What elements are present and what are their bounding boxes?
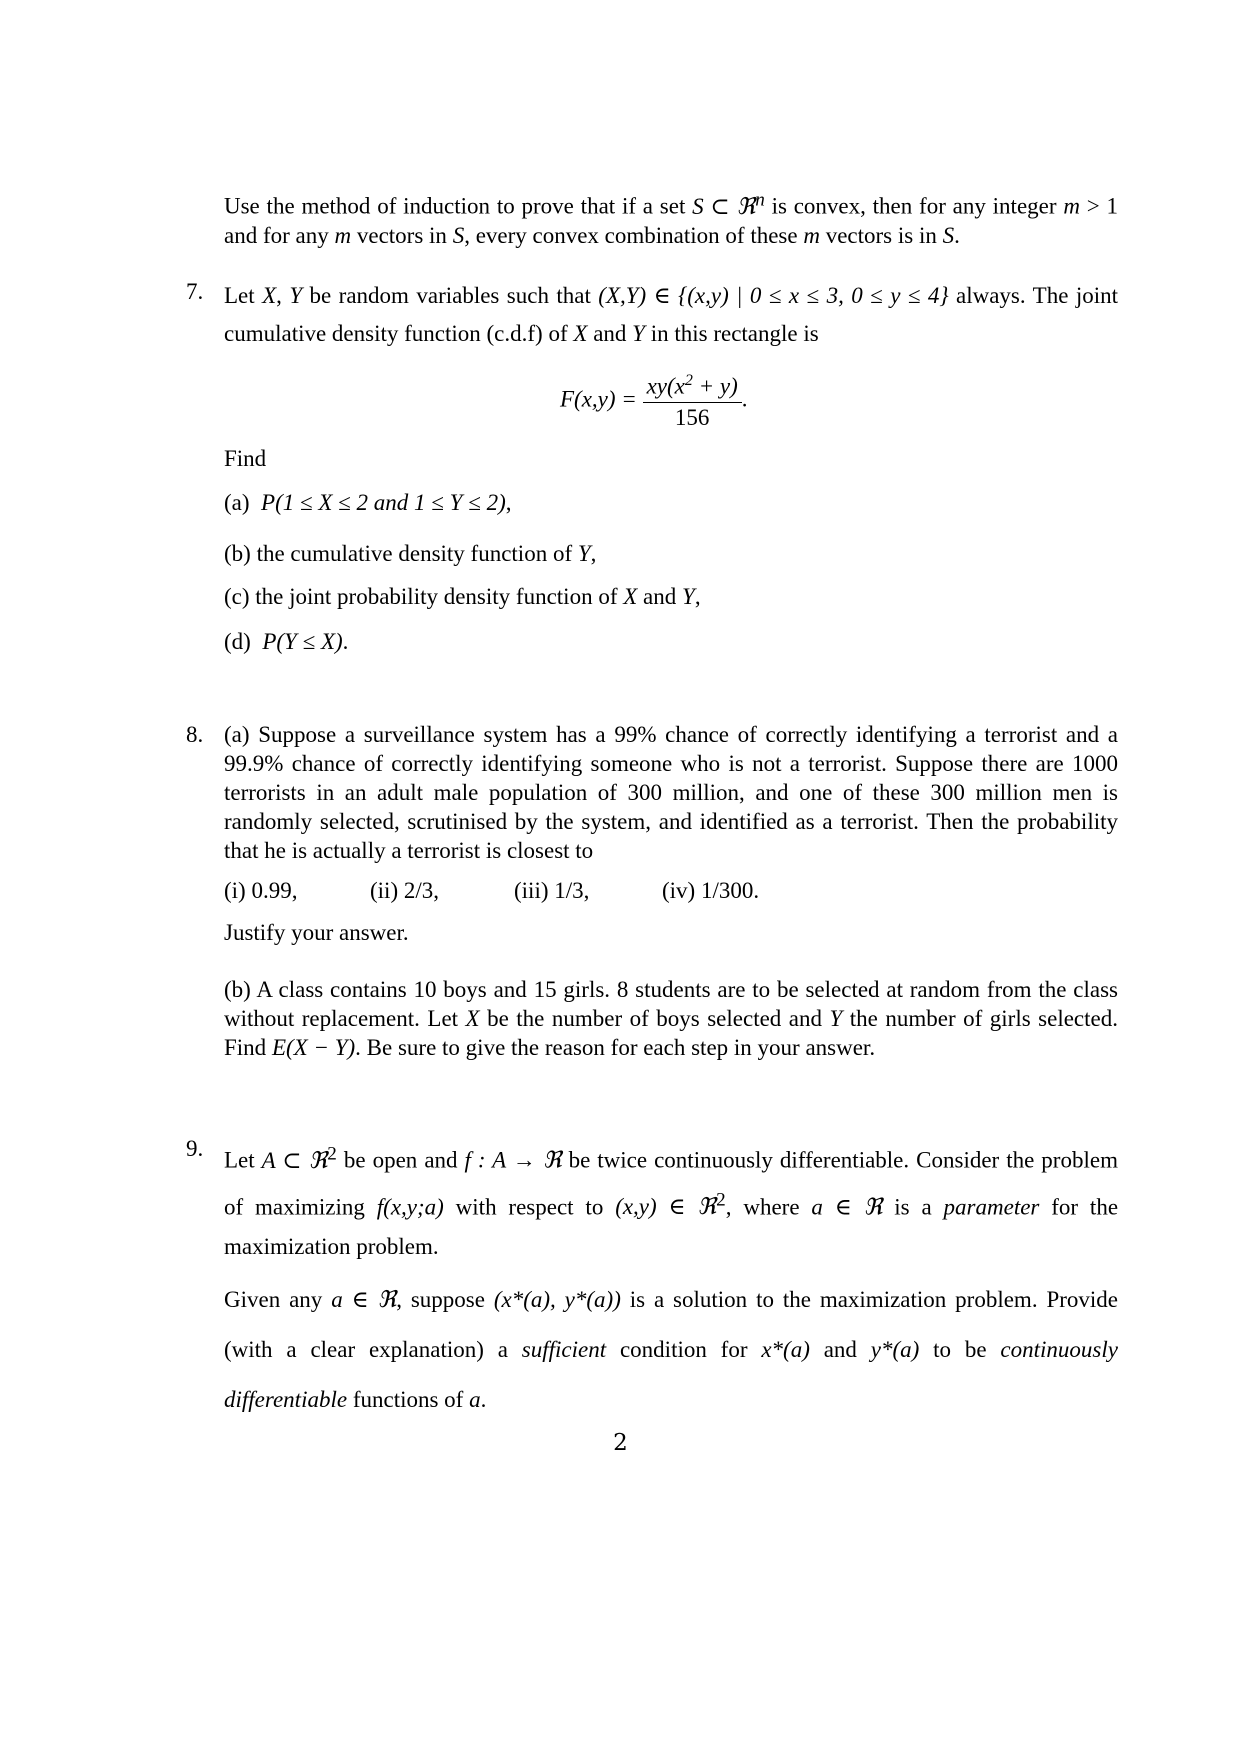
q7-part-d: (d) P(Y ≤ X). <box>224 629 349 654</box>
q8-part-b-text: (b) A class contains 10 boys and 15 girls. 8 students are to be selected at random from the class without replacement. Let X be the number of boys selected and Y the number of girls selected. Find E(X − Y). Be sure to give the reason for each step in your answer. <box>224 977 1118 1060</box>
q9-paragraph-2: Given any a ∈ ℜ, suppose (x*(a), y*(a)) is a solution to the maximization problem. Provide (with a clear explanation) a sufficient condition for x*(a) and y*(a) to be continuously differentiable functions of a. <box>224 1287 1118 1412</box>
q8-part-a-text: (a) Suppose a surveillance system has a 99% chance of correctly identifying a terrorist and a 99.9% chance of correctly identifying someone who is not a terrorist. Suppose there are 1000 terrorists in an adult male population of 300 million, and one of these 300 million men is randomly selected, scrutinised by the system, and identified as a terrorist. Then the probability that he is actually a terrorist is closest to <box>224 722 1118 863</box>
q8-option-ii: (ii) 2/3, <box>370 878 439 903</box>
q7-text: Let X, Y be random variables such that (X,Y) ∈ {(x,y) | 0 ≤ x ≤ 3, 0 ≤ y ≤ 4} always. The joint cumulative density function (c.d.f) of X and Y in this rectangle is <box>224 283 1118 346</box>
q7-cdf-fraction: $\frac{xy(x^2 + y)}{156}$ <box>643 368 742 431</box>
q7-number: 7. <box>186 279 204 304</box>
q7-cdf-formula: F(x,y) = $\frac{xy(x^2 + y)}{156}$ . <box>560 368 748 431</box>
q7-math-support: (X,Y) ∈ {(x,y) | 0 ≤ x ≤ 3, 0 ≤ y ≤ 4} <box>598 283 949 308</box>
q8-option-i: (i) 0.99, <box>224 878 298 903</box>
page-number: 2 <box>613 1430 628 1456</box>
q6-text: Use the method of induction to prove that if a set S ⊂ ℜ$^n$ is convex, then for any integer m > 1 and for any m vectors in S, every convex combination of these m vectors is in S. <box>224 189 1118 248</box>
q8-justify: Justify your answer. <box>224 920 409 945</box>
q6-math-set: S ⊂ ℜ$^n$ <box>692 189 765 219</box>
q8-option-iv: (iv) 1/300. <box>662 878 760 903</box>
q8-option-iii: (iii) 1/3, <box>514 878 590 903</box>
q9-text: Let A ⊂ ℜ$^2$ be open and f : A → ℜ be twice continuously differentiable. Consider the problem of maximizing f(x,y;a) with respect to (x,y) ∈ ℜ$^2$, where a ∈ ℜ is a parameter for the maximization problem. <box>224 1143 1119 1260</box>
q7-find: Find <box>224 446 267 471</box>
q7-part-c: (c) the joint probability density function of X and Y, <box>224 584 701 609</box>
q8-number: 8. <box>186 722 204 747</box>
q7-part-a: (a) P(1 ≤ X ≤ 2 and 1 ≤ Y ≤ 2), <box>224 490 512 515</box>
q9-number: 9. <box>186 1136 204 1161</box>
q7-part-b: (b) the cumulative density function of Y, <box>224 541 597 566</box>
